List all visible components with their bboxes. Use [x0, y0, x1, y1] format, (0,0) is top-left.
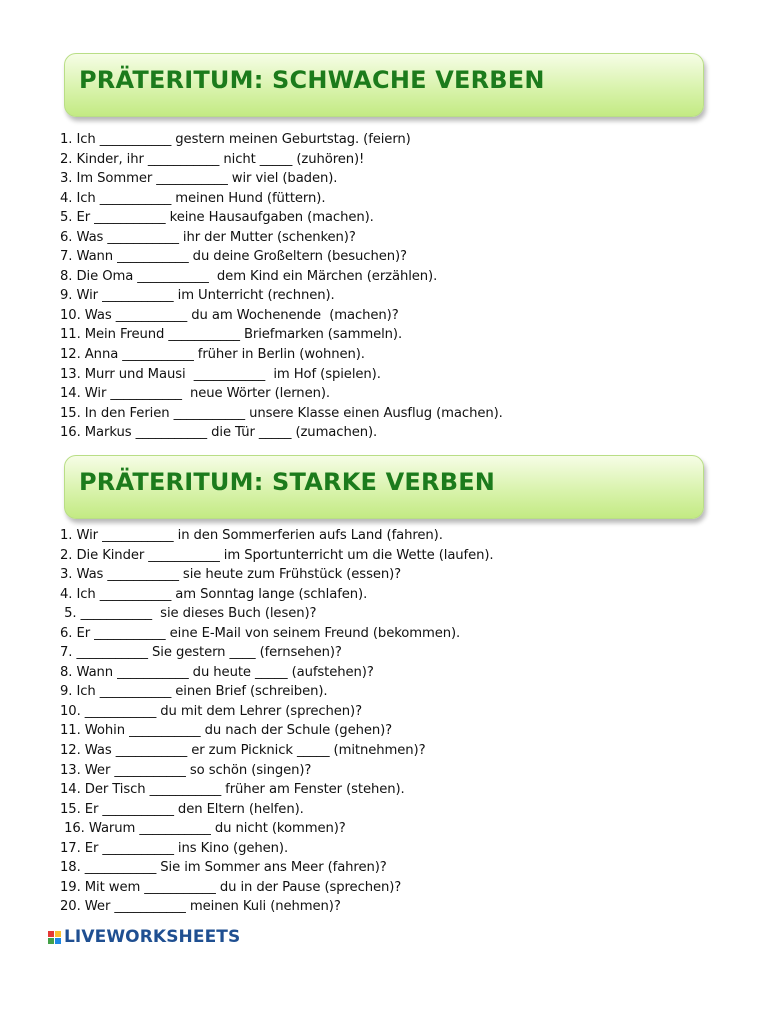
exercise-item: 15. In den Ferien ___________ unsere Klasse einen Ausflug (machen). — [60, 405, 503, 421]
exercise-item: 2. Die Kinder ___________ im Sportunterricht um die Wette (laufen). — [60, 547, 494, 563]
logo-square — [55, 938, 61, 944]
exercise-item: 16. Markus ___________ die Tür _____ (zumachen). — [60, 425, 378, 441]
exercise-item: 12. Anna ___________ früher in Berlin (wohnen). — [60, 347, 365, 363]
exercise-item: 11. Wohin ___________ du nach der Schule (gehen)? — [60, 723, 393, 739]
liveworksheets-logo — [48, 927, 240, 947]
exercise-item: 8. Wann ___________ du heute _____ (aufstehen)? — [60, 664, 374, 680]
exercise-item: 1. Wir ___________ in den Sommerferien aufs Land (fahren). — [60, 528, 443, 543]
exercise-item: 5. ___________ sie dieses Buch (lesen)? — [60, 606, 317, 622]
section-banner-strong-verbs — [64, 455, 704, 519]
exercise-item: 17. Er ___________ ins Kino (gehen). — [60, 840, 289, 856]
exercise-item: 7. Wann ___________ du deine Großeltern (besuchen)? — [60, 249, 407, 265]
logo-squares-icon — [48, 931, 61, 944]
exercise-item: 20. Wer ___________ meinen Kuli (nehmen)? — [60, 899, 341, 915]
exercise-item: 4. Ich ___________ am Sonntag lange (schlafen). — [60, 586, 368, 602]
exercise-item: 10. Was ___________ du am Wochenende (machen)? — [60, 307, 399, 323]
exercise-item: 7. ___________ Sie gestern ____ (fernsehen)? — [60, 645, 342, 661]
exercise-item: 13. Wer ___________ so schön (singen)? — [60, 762, 312, 778]
exercise-item: 3. Was ___________ sie heute zum Frühstück (essen)? — [60, 567, 402, 583]
exercise-item: 2. Kinder, ihr ___________ nicht _____ (zuhören)! — [60, 151, 365, 167]
logo-text: LIVEWORKSHEETS — [64, 927, 241, 947]
exercise-item: 5. Er ___________ keine Hausaufgaben (machen). — [60, 210, 374, 226]
exercise-item: 14. Der Tisch ___________ früher am Fenster (stehen). — [60, 782, 405, 798]
exercise-item: 8. Die Oma ___________ dem Kind ein Märchen (erzählen). — [60, 268, 438, 284]
exercise-item: 6. Was ___________ ihr der Mutter (schenken)? — [60, 229, 356, 245]
exercise-list-strong-verbs — [60, 526, 494, 917]
exercise-item: 14. Wir ___________ neue Wörter (lernen). — [60, 386, 330, 402]
exercise-item: 13. Murr und Mausi ___________ im Hof (spielen). — [60, 366, 381, 382]
logo-square — [48, 938, 54, 944]
exercise-item: 11. Mein Freund ___________ Briefmarken (sammeln). — [60, 327, 403, 343]
section-banner-weak-verbs — [64, 53, 704, 117]
exercise-item: 4. Ich ___________ meinen Hund (füttern). — [60, 190, 326, 206]
exercise-item: 19. Mit wem ___________ du in der Pause (sprechen)? — [60, 879, 402, 895]
logo-square — [48, 931, 54, 937]
exercise-item: 15. Er ___________ den Eltern (helfen). — [60, 801, 304, 817]
section-title: PRÄTERITUM: SCHWACHE VERBEN — [79, 66, 545, 94]
exercise-item: 6. Er ___________ eine E-Mail von seinem Freund (bekommen). — [60, 625, 461, 641]
section-title: PRÄTERITUM: STARKE VERBEN — [79, 468, 496, 496]
logo-square — [55, 931, 61, 937]
exercise-item: 1. Ich ___________ gestern meinen Geburtstag. (feiern) — [60, 132, 411, 147]
exercise-item: 10. ___________ du mit dem Lehrer (sprechen)? — [60, 703, 363, 719]
exercise-item: 9. Ich ___________ einen Brief (schreiben). — [60, 684, 328, 700]
exercise-item: 3. Im Sommer ___________ wir viel (baden). — [60, 171, 338, 187]
exercise-item: 12. Was ___________ er zum Picknick _____ (mitnehmen)? — [60, 743, 426, 759]
exercise-item: 18. ___________ Sie im Sommer ans Meer (fahren)? — [60, 860, 387, 876]
exercise-item: 9. Wir ___________ im Unterricht (rechnen). — [60, 288, 335, 304]
exercise-item: 16. Warum ___________ du nicht (kommen)? — [60, 821, 346, 837]
exercise-list-weak-verbs — [60, 130, 503, 443]
